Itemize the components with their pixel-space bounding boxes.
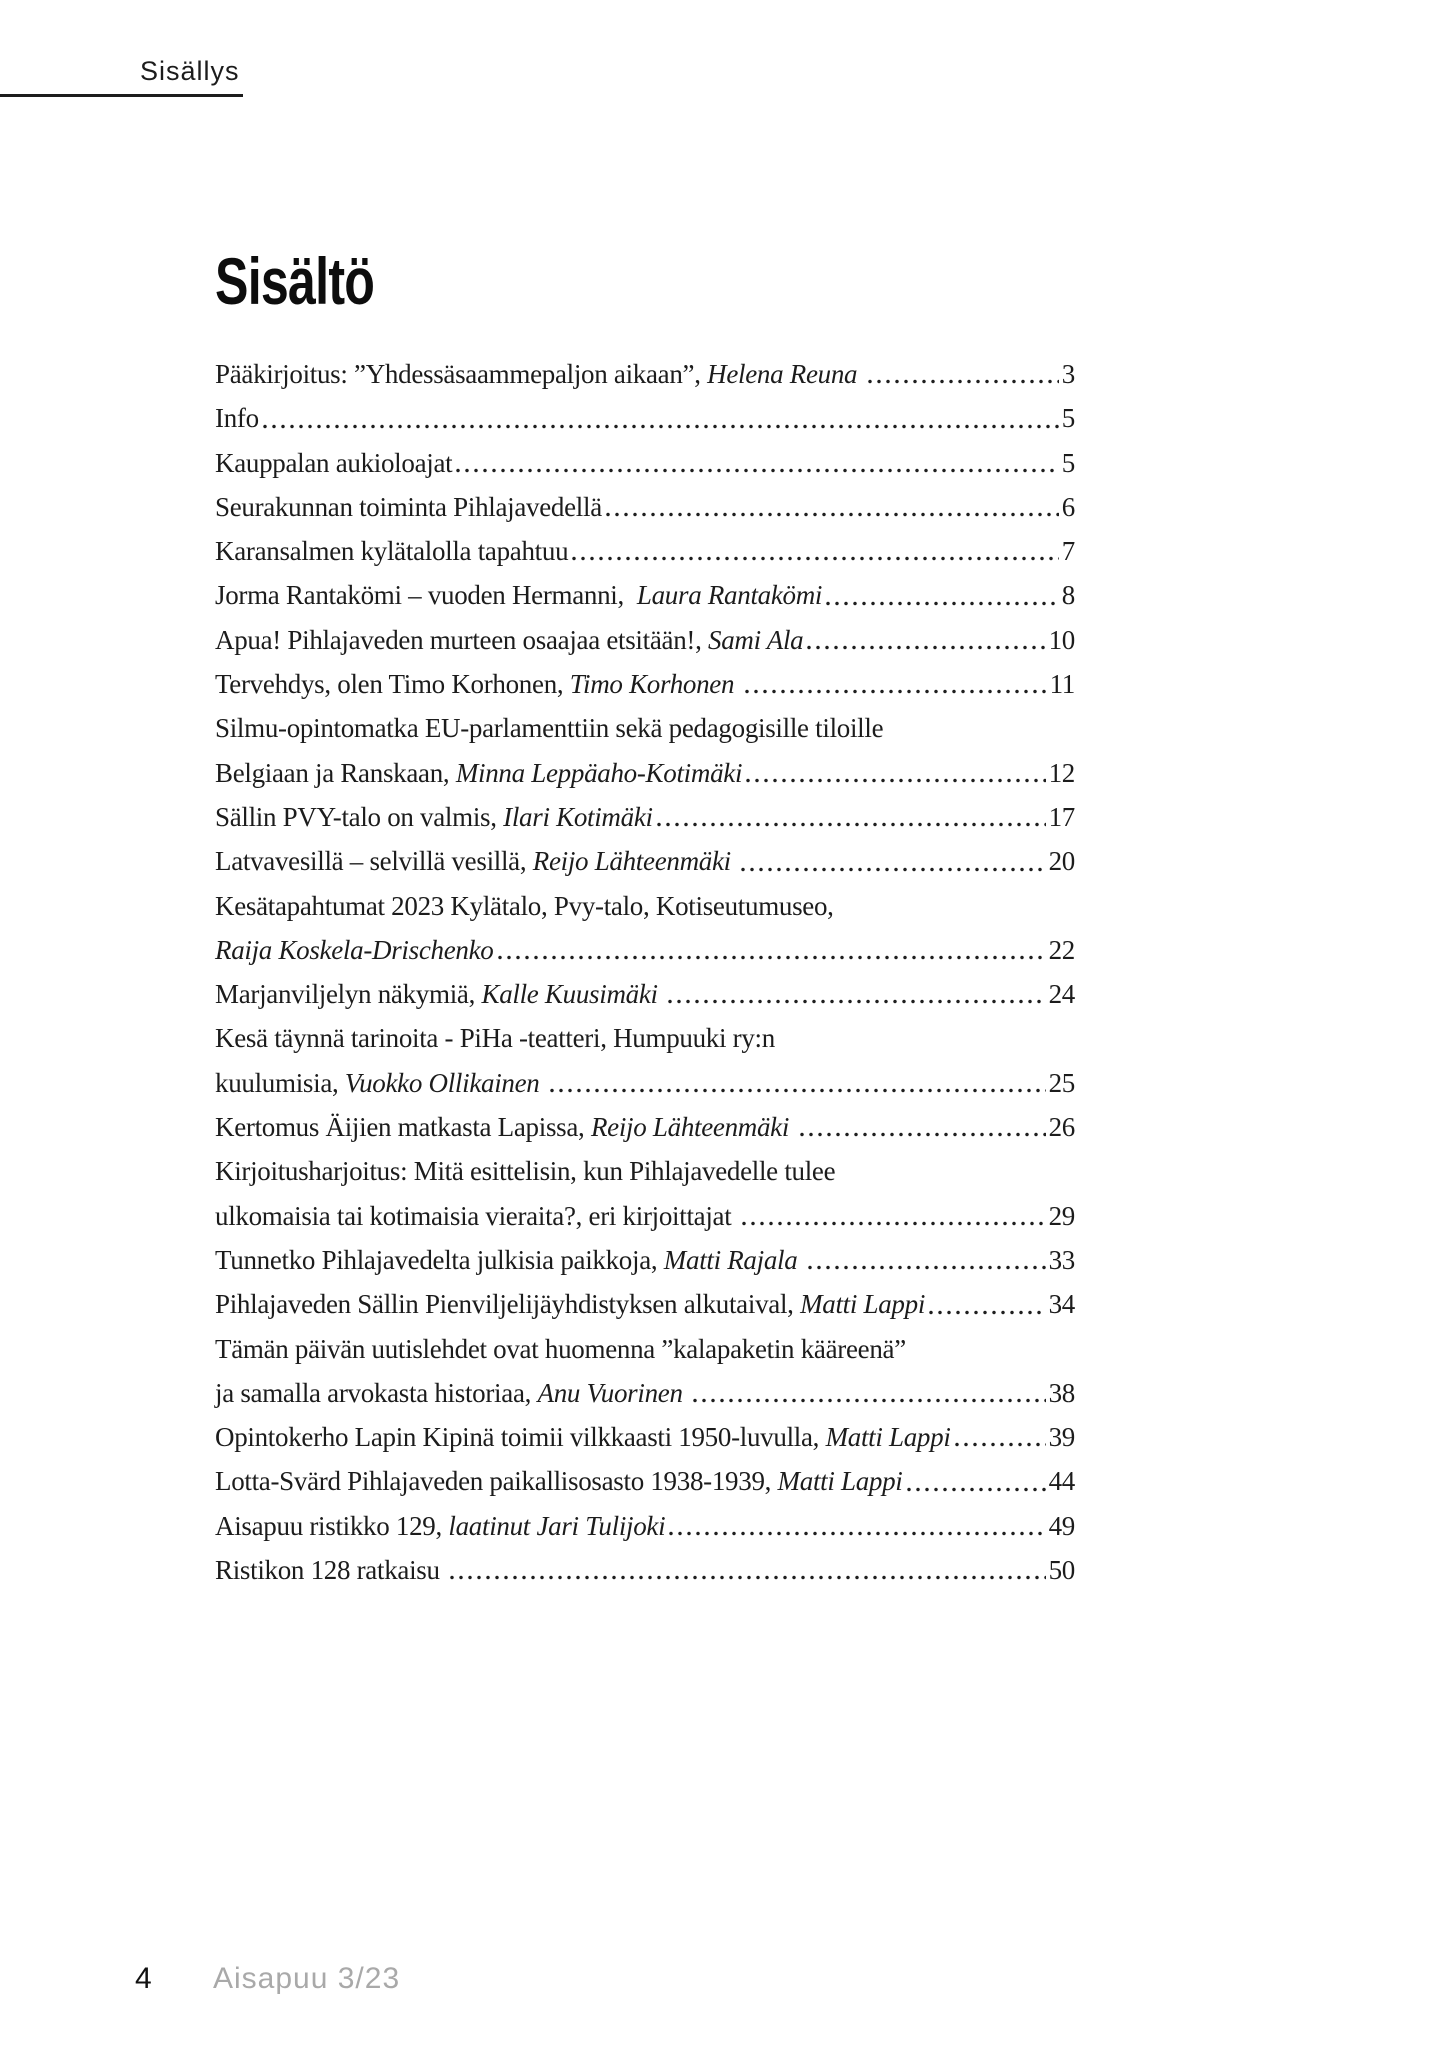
toc-entry [215, 1371, 1075, 1415]
toc-entry [215, 1415, 1075, 1459]
dot-leader [929, 1310, 1046, 1315]
dot-leader [907, 1487, 1046, 1492]
toc-entry [215, 1194, 1075, 1238]
dot-leader [669, 1531, 1045, 1536]
toc-page-number: 20 [1048, 846, 1075, 877]
toc-page-number: 5 [1061, 403, 1075, 434]
footer-issue-label: Aisapuu 3/23 [213, 1962, 401, 1995]
toc-page-number: 12 [1048, 757, 1075, 788]
page-title: Sisältö [215, 244, 375, 318]
toc-page-number: 11 [1049, 669, 1075, 700]
toc-entry-text: Pääkirjoitus: ”Yhdessäsaammepaljon aikaan”, Helena Reuna [215, 359, 864, 389]
toc-entry [215, 751, 1075, 795]
toc-entry-text: Raija Koskela-Drischenko [215, 934, 494, 965]
dot-leader [450, 1575, 1045, 1580]
toc-entry [215, 839, 1075, 883]
toc-page-number: 6 [1061, 491, 1075, 522]
toc-entry [215, 1459, 1075, 1503]
toc-entry [215, 396, 1075, 440]
dot-leader [693, 1398, 1045, 1403]
dot-leader [745, 689, 1047, 694]
toc-page-number: 50 [1048, 1555, 1075, 1586]
toc-page-number: 5 [1061, 447, 1075, 478]
toc-entry [215, 485, 1075, 529]
toc-entry-text: Kirjoitusharjoitus: Mitä esittelisin, kun Pihlajavedelle tulee [215, 1156, 836, 1187]
toc-entry-text: Lotta-Svärd Pihlajaveden paikallisosasto 1938-1939, Matti Lappi [215, 1466, 903, 1497]
toc-page-number: 3 [1061, 359, 1075, 389]
dot-leader [800, 1132, 1046, 1137]
toc-entry-text: ulkomaisia tai kotimaisia vieraita?, eri kirjoittajat [215, 1200, 738, 1231]
toc-list [215, 352, 1075, 1592]
toc-entry [215, 795, 1075, 839]
dot-leader [668, 999, 1045, 1004]
running-head-label: Sisällys [140, 56, 240, 86]
toc-page-number: 38 [1048, 1377, 1075, 1408]
dot-leader [572, 556, 1059, 561]
toc-entry-text: kuulumisia, Vuokko Ollikainen [215, 1067, 546, 1098]
toc-entry [215, 352, 1075, 396]
toc-entry [215, 662, 1075, 706]
toc-entry [215, 1061, 1075, 1105]
toc-entry-text: Aisapuu ristikko 129, laatinut Jari Tulijoki [215, 1510, 666, 1541]
toc-entry-text: Apua! Pihlajaveden murteen osaajaa etsitään!, Sami Ala [215, 624, 804, 655]
dot-leader [808, 1265, 1046, 1270]
toc-page-number: 22 [1048, 934, 1075, 965]
toc-entry [215, 1282, 1075, 1326]
toc-page-number: 17 [1048, 801, 1075, 832]
toc-entry [215, 706, 1075, 750]
dot-leader [606, 512, 1059, 517]
dot-leader [456, 468, 1058, 473]
toc-entry [215, 1504, 1075, 1548]
toc-entry-text: Ristikon 128 ratkaisu [215, 1555, 447, 1586]
dot-leader [657, 822, 1046, 827]
toc-entry-text: Tämän päivän uutislehdet ovat huomenna ”kalapaketin kääreenä” [215, 1333, 906, 1364]
dot-leader [498, 955, 1046, 960]
toc-entry-text: Marjanviljelyn näkymiä, Kalle Kuusimäki [215, 979, 665, 1010]
toc-entry [215, 884, 1075, 928]
footer-page-number: 4 [135, 1962, 152, 1995]
toc-entry-text: Kesä täynnä tarinoita - PiHa -teatteri, Humpuuki ry:n [215, 1023, 775, 1054]
toc-page-number: 33 [1048, 1244, 1075, 1275]
toc-page-number: 44 [1048, 1466, 1075, 1497]
dot-leader [868, 379, 1059, 384]
toc-entry [215, 618, 1075, 662]
toc-entry [215, 1149, 1075, 1193]
toc-page-number: 25 [1048, 1067, 1075, 1098]
dot-leader [741, 867, 1045, 872]
dot-leader [826, 601, 1059, 606]
toc-entry [215, 928, 1075, 972]
toc-entry [215, 1238, 1075, 1282]
toc-entry [215, 1327, 1075, 1371]
toc-page-number: 39 [1048, 1422, 1075, 1453]
toc-entry-text: Kertomus Äijien matkasta Lapissa, Reijo Lähteenmäki [215, 1112, 796, 1143]
toc-entry-text: Jorma Rantakömi – vuoden Hermanni, Laura Rantakömi [215, 580, 823, 611]
toc-page-number: 10 [1048, 624, 1075, 655]
toc-entry-text: Tervehdys, olen Timo Korhonen, Timo Korhonen [215, 669, 741, 700]
toc-page-number: 49 [1048, 1510, 1075, 1541]
toc-entry-text: Seurakunnan toiminta Pihlajavedellä [215, 491, 602, 522]
toc-entry-text: Karansalmen kylätalolla tapahtuu [215, 536, 569, 567]
toc-entry-text: Kauppalan aukioloajat [215, 447, 453, 478]
toc-page-number: 34 [1048, 1289, 1075, 1320]
toc-entry [215, 441, 1075, 485]
dot-leader [746, 778, 1045, 783]
toc-entry-text: Kesätapahtumat 2023 Kylätalo, Pvy-talo, Kotiseutumuseo, [215, 890, 834, 921]
toc-entry [215, 1548, 1075, 1592]
dot-leader [263, 424, 1059, 429]
toc-entry [215, 529, 1075, 573]
toc-entry-text: Belgiaan ja Ranskaan, Minna Leppäaho-Kotimäki [215, 757, 743, 788]
toc-entry-text: Pihlajaveden Sällin Pienviljelijäyhdistyksen alkutaival, Matti Lappi [215, 1289, 926, 1320]
toc-entry-text: Info [215, 403, 259, 434]
dot-leader [550, 1088, 1046, 1093]
toc-entry-text: ja samalla arvokasta historiaa, Anu Vuorinen [215, 1377, 690, 1408]
toc-entry [215, 573, 1075, 617]
toc-entry-text: Silmu-opintomatka EU-parlamenttiin sekä pedagogisille tiloille [215, 713, 884, 744]
dot-leader [807, 645, 1045, 650]
toc-entry-text: Tunnetko Pihlajavedelta julkisia paikkoja, Matti Rajala [215, 1244, 804, 1275]
toc-entry [215, 1016, 1075, 1060]
toc-entry-text: Opintokerho Lapin Kipinä toimii vilkkaasti 1950-luvulla, Matti Lappi [215, 1422, 951, 1453]
dot-leader [742, 1221, 1046, 1226]
toc-entry [215, 1105, 1075, 1149]
toc-entry [215, 972, 1075, 1016]
running-head-rule [0, 94, 243, 97]
dot-leader [955, 1442, 1046, 1447]
toc-page-number: 26 [1048, 1112, 1075, 1143]
toc-page-number: 7 [1061, 536, 1075, 567]
toc-page-number: 8 [1061, 580, 1075, 611]
toc-entry-text: Sällin PVY-talo on valmis, Ilari Kotimäki [215, 801, 653, 832]
toc-entry-text: Latvavesillä – selvillä vesillä, Reijo Lähteenmäki [215, 846, 738, 877]
toc-page-number: 29 [1048, 1200, 1075, 1231]
toc-page-number: 24 [1048, 979, 1075, 1010]
